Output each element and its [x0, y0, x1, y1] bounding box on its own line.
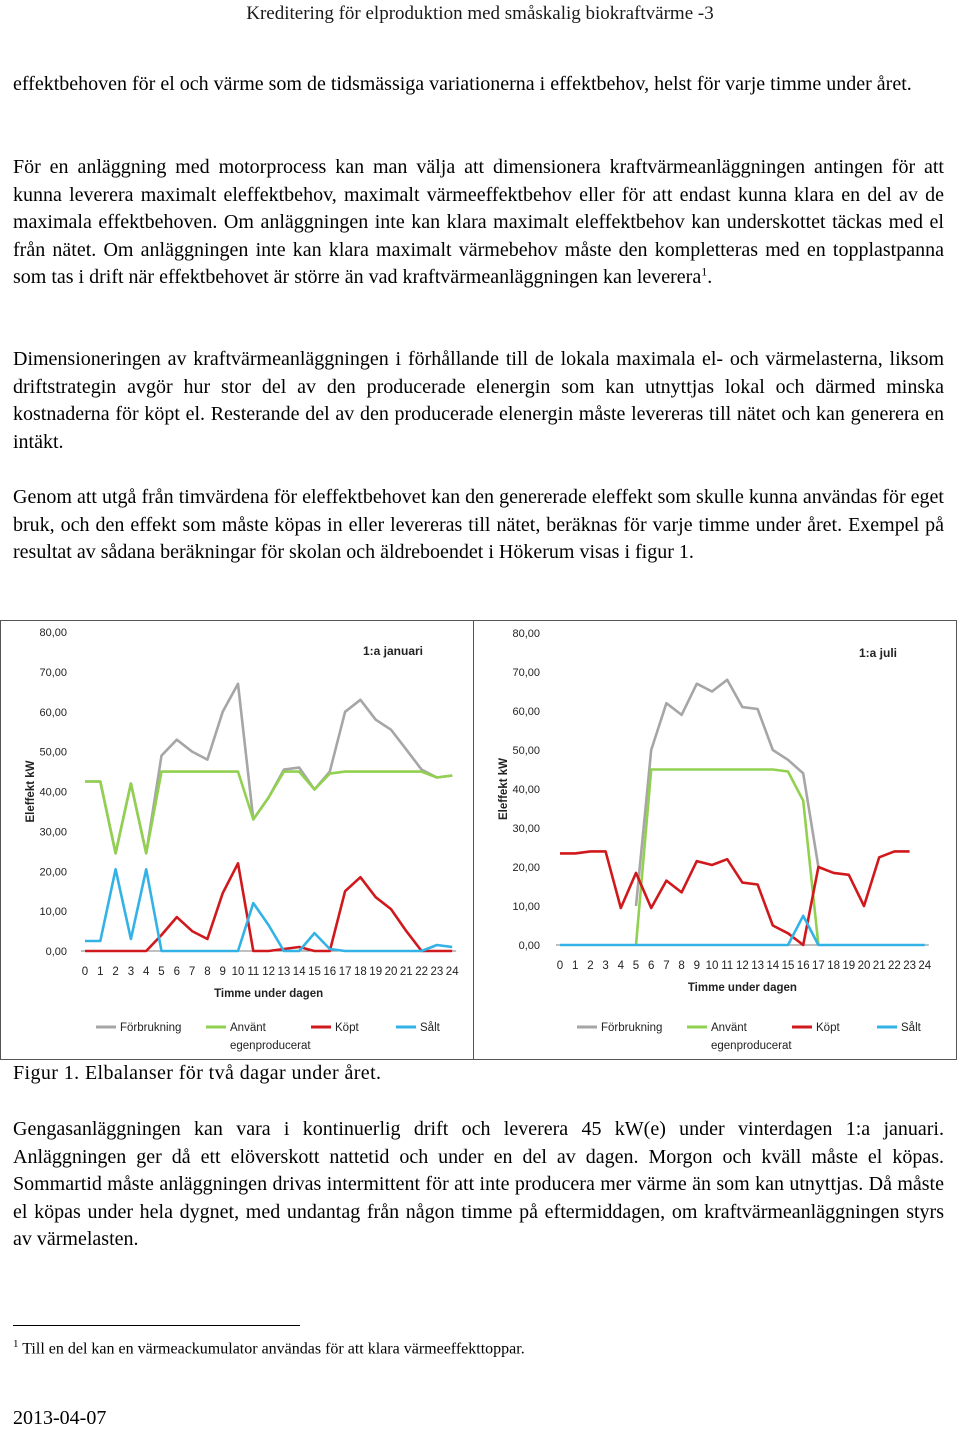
chart-january-svg — [1, 621, 473, 1059]
x-tick-label: 18 — [354, 966, 367, 978]
x-tick-label: 3 — [127, 966, 135, 978]
footnote-ref: 1 — [701, 264, 708, 279]
footer-date: 2013-04-07 — [13, 1407, 107, 1429]
x-tick-label: 22 — [888, 960, 901, 972]
x-tick-label: 11 — [247, 966, 260, 978]
x-tick-label: 9 — [693, 960, 701, 972]
chart-july-svg — [474, 621, 958, 1059]
legend-label: Förbrukning — [120, 1022, 182, 1034]
y-tick-label: 10,00 — [39, 906, 67, 919]
x-tick-label: 16 — [796, 960, 810, 972]
x-tick-label: 6 — [647, 960, 655, 972]
legend-label: egenproducerat — [711, 1040, 792, 1052]
x-tick-label: 17 — [338, 966, 352, 978]
x-tick-label: 16 — [323, 966, 337, 978]
x-tick-label: 10 — [705, 960, 719, 972]
y-tick-label: 60,00 — [512, 706, 540, 718]
x-tick-label: 0 — [81, 966, 89, 978]
x-tick-label: 20 — [857, 960, 871, 972]
footnote-text: Till en del kan en värmeackumulator användas för att klara värmeeffekttoppar. — [22, 1340, 525, 1358]
x-tick-label: 15 — [308, 966, 321, 978]
x-tick-label: 19 — [369, 966, 383, 978]
y-tick-label: 80,00 — [39, 627, 67, 639]
page-header: Kreditering för elproduktion med småskalig biokraftvärme -3 — [246, 3, 714, 24]
chart-january — [1, 621, 473, 1059]
x-tick-label: 9 — [219, 966, 226, 978]
x-tick-label: 23 — [430, 966, 444, 978]
y-axis-title: Eleffekt kW — [498, 758, 510, 820]
y-tick-label: 70,00 — [512, 667, 540, 679]
x-axis-title: Timme under dagen — [687, 982, 797, 994]
legend-label: egenproducerat — [230, 1040, 311, 1052]
x-tick-label: 20 — [384, 966, 398, 978]
x-tick-label: 21 — [872, 960, 886, 972]
x-tick-label: 22 — [415, 966, 428, 978]
x-tick-label: 1 — [571, 960, 579, 972]
y-tick-label: 50,00 — [39, 746, 67, 759]
paragraph-2-end: . — [707, 266, 713, 289]
x-tick-label: 14 — [292, 966, 306, 978]
paragraph-3: Dimensioneringen av kraftvärmeanläggningen i förhållande till de lokala maximala el- och värmelasterna, liksom driftstrategin avgör hur stor del av den producerade elenergin som kan utnyttjas lokal och därmed minska kostnaderna för köpt el. Resterande del av den producerade elenergin måste levereras till nätet och kan generera en intäkt. — [13, 348, 944, 453]
y-tick-label: 0,00 — [518, 940, 540, 952]
legend-label: Använt — [711, 1022, 747, 1034]
x-tick-label: 3 — [602, 960, 609, 972]
y-tick-label: 50,00 — [512, 745, 540, 757]
chart-title: 1:a januari — [362, 644, 424, 658]
series-line — [560, 851, 910, 945]
x-tick-label: 24 — [918, 960, 932, 972]
series-line — [85, 772, 452, 854]
x-tick-label: 15 — [781, 960, 795, 972]
series-line — [636, 680, 818, 906]
figure-caption: Figur 1. Elbalanser för två dagar under året. — [13, 1062, 382, 1084]
legend-label: Förbrukning — [601, 1022, 663, 1034]
series-line — [560, 916, 925, 945]
footnote-number: 1 — [13, 1338, 19, 1350]
series-line — [636, 770, 818, 946]
x-tick-label: 13 — [277, 966, 291, 978]
y-tick-label: 30,00 — [512, 823, 540, 835]
x-tick-label: 18 — [827, 960, 840, 972]
x-tick-label: 13 — [751, 960, 764, 972]
y-tick-label: 10,00 — [512, 901, 540, 913]
x-tick-label: 0 — [556, 960, 564, 972]
legend-label: Använt — [230, 1022, 266, 1034]
y-tick-label: 80,00 — [512, 628, 540, 640]
x-tick-label: 2 — [587, 960, 594, 972]
x-tick-label: 7 — [188, 966, 196, 978]
x-tick-label: 17 — [812, 960, 825, 972]
y-tick-label: 40,00 — [39, 786, 67, 799]
paragraph-1: effektbehoven för el och värme som de tidsmässiga variationerna i effektbehov, helst för varje timme under året. — [13, 73, 912, 95]
y-tick-label: 20,00 — [39, 866, 67, 879]
legend-label: Köpt — [335, 1022, 359, 1034]
paragraph-2-text: För en anläggning med motorprocess kan man välja att dimensionera kraftvärmeanläggningen antingen för att kunna leverera maximalt eleffektbehov, maximalt värmeeffektbehov eller för att endast kunna klara en del av de maximala effektbehoven. Om anläggningen inte kan klara maximalt eleffektbehov kan underskottet täckas med el från nätet. Om anläggningen inte kan klara maximalt värmebehov måste den kompletteras med en topplastpanna som tas i drift när effektbehovet är större än vad kraftvärmeanläggningen kan leverera — [13, 156, 944, 289]
x-tick-label: 2 — [112, 966, 119, 978]
chart-title: 1:a juli — [858, 646, 898, 660]
legend-label: Sålt — [901, 1022, 921, 1034]
x-tick-label: 7 — [663, 960, 670, 972]
x-tick-label: 12 — [736, 960, 749, 972]
y-tick-label: 20,00 — [512, 862, 540, 874]
x-tick-label: 6 — [173, 966, 181, 978]
x-tick-label: 5 — [632, 960, 640, 972]
y-axis-title: Eleffekt kW — [25, 760, 37, 823]
y-tick-label: 60,00 — [39, 706, 67, 719]
paragraph-4: Genom att utgå från timvärdena för eleffektbehovet kan den genererade eleffekt som skulle kunna användas för eget bruk, och den effekt som måste köpas in eller levereras till nätet, beräknas för varje timme under året. Exempel på resultat av sådana beräkningar för skolan och äldreboendet i Hökerum visas i figur 1. — [13, 486, 944, 564]
x-tick-label: 14 — [766, 960, 780, 972]
footnote-divider — [13, 1325, 300, 1326]
paragraph-5: Gengasanläggningen kan vara i kontinuerlig drift och leverera 45 kW(e) under vinterdagen 1:a januari. Anläggningen ger då ett elöverskott nattetid och under en del av dagen. Morgon och kväll måste el köpas. Sommartid måste anläggningen drivas intermittent för att inte producera mer värme än som kan utnyttjas. Då måste el köpas under hela dygnet, med undantag från någon timme på eftermiddagen, om kraftvärmeanläggningen styrs av värmelasten. — [13, 1118, 944, 1251]
x-tick-label: 4 — [142, 966, 150, 978]
series-line — [85, 863, 452, 951]
x-tick-label: 11 — [721, 960, 734, 972]
x-tick-label: 23 — [903, 960, 916, 972]
series-line — [85, 869, 452, 951]
y-tick-label: 30,00 — [39, 826, 67, 839]
x-tick-label: 19 — [842, 960, 856, 972]
x-axis-title: Timme under dagen — [214, 988, 324, 1000]
x-tick-label: 8 — [678, 960, 685, 972]
legend-label: Sålt — [420, 1022, 440, 1034]
y-tick-label: 70,00 — [39, 666, 67, 679]
legend-label: Köpt — [816, 1022, 840, 1034]
chart-july — [473, 621, 958, 1059]
x-tick-label: 24 — [445, 966, 459, 978]
x-tick-label: 21 — [399, 966, 413, 978]
y-tick-label: 0,00 — [45, 946, 67, 958]
x-tick-label: 10 — [231, 966, 245, 978]
figure-1 — [0, 620, 957, 1060]
x-tick-label: 5 — [158, 966, 165, 978]
x-tick-label: 4 — [617, 960, 625, 972]
y-tick-label: 40,00 — [512, 784, 540, 796]
x-tick-label: 12 — [262, 966, 275, 978]
x-tick-label: 8 — [204, 966, 211, 978]
paragraph-2 — [13, 154, 944, 292]
footnote — [13, 1338, 525, 1358]
x-tick-label: 1 — [97, 966, 104, 978]
